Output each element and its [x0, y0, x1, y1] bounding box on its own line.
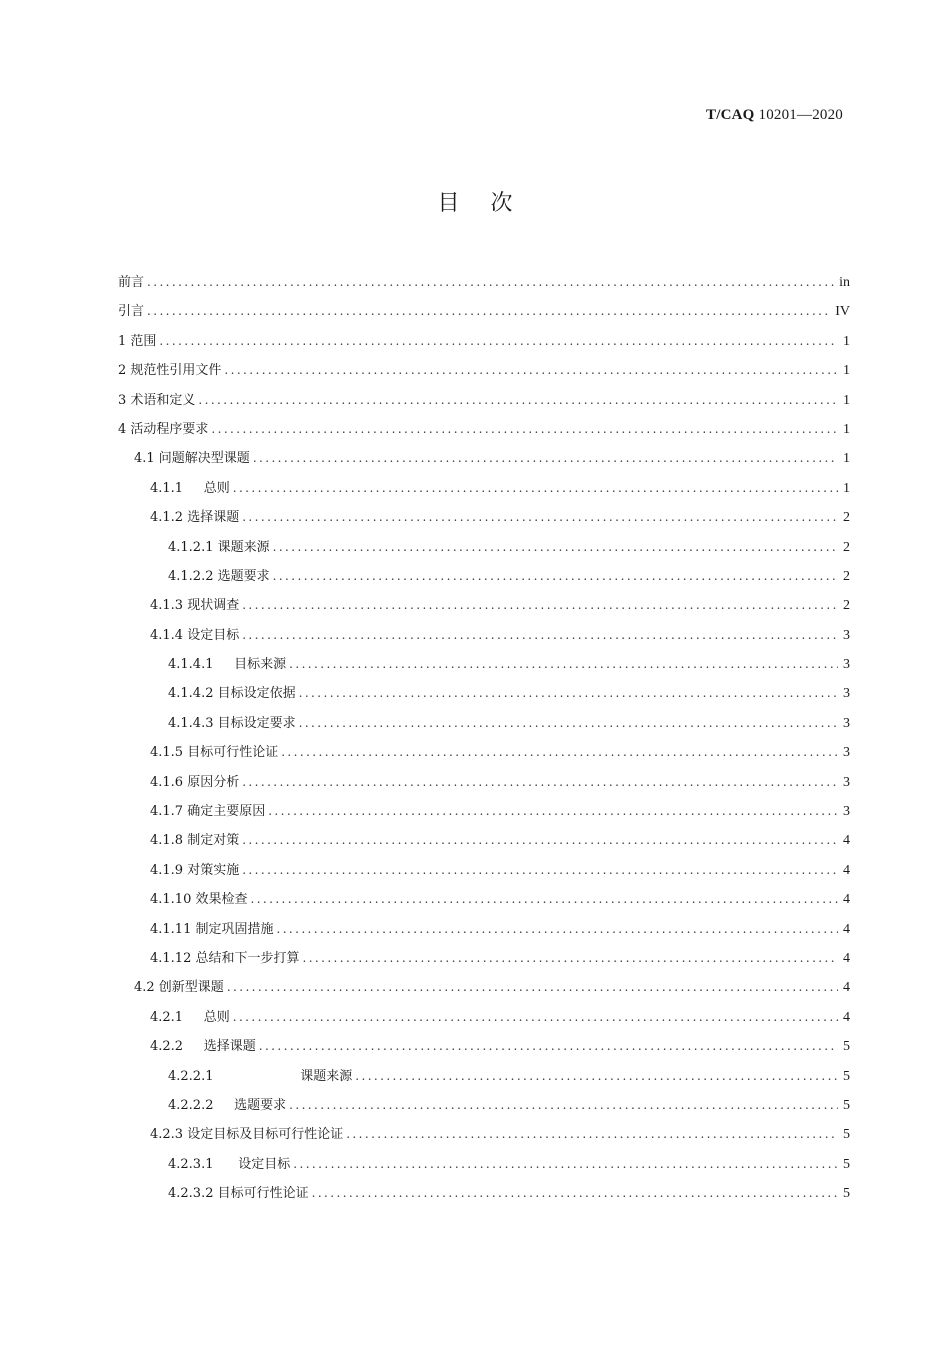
- toc-entry-label: 4.1.4.3 目标设定要求: [168, 715, 296, 731]
- toc-entry-page-number: 5: [843, 1156, 850, 1172]
- toc-entry[interactable]: [118, 918, 850, 947]
- toc-entry-page-number: 4: [843, 1009, 850, 1025]
- toc-entry[interactable]: [118, 447, 850, 476]
- toc-entry[interactable]: [118, 829, 850, 858]
- toc-entry-label: 4.1.12 总结和下一步打算: [150, 950, 300, 966]
- toc-entry-label: 4.1.4.1 目标来源: [168, 657, 287, 673]
- toc-entry-label: 4.2.3.2 目标可行性论证: [168, 1186, 309, 1202]
- toc-entry-page-number: 4: [843, 862, 850, 878]
- toc-entry-page-number: 3: [843, 657, 850, 673]
- toc-entry-label: 前言: [118, 275, 145, 290]
- toc-dot-leader: [276, 922, 838, 936]
- toc-entry-page-number: 1: [843, 363, 850, 379]
- toc-title: 目 次: [437, 191, 525, 216]
- toc-dot-leader: [355, 1069, 838, 1083]
- document-code-number: 10201—2020: [758, 107, 843, 123]
- toc-entry-page-number: 4: [843, 980, 850, 996]
- toc-dot-leader: [242, 510, 838, 524]
- toc-entry-label: 4.2 创新型课题: [134, 980, 224, 996]
- toc-entry-page-number: 5: [843, 1039, 850, 1055]
- document-code-prefix: T/CAQ: [706, 107, 755, 123]
- toc-entry-page-number: 1: [843, 480, 850, 496]
- toc-entry-page-number: in: [839, 275, 850, 290]
- toc-entry-label: 4.1.2.2 选题要求: [168, 568, 270, 584]
- toc-dot-leader: [159, 334, 838, 348]
- toc-entry-label: 4.2.3.1 设定目标: [168, 1156, 291, 1172]
- toc-entry[interactable]: [118, 300, 850, 329]
- toc-dot-leader: [242, 863, 838, 877]
- toc-entry-page-number: 3: [843, 715, 850, 731]
- toc-entry[interactable]: [118, 1065, 850, 1094]
- toc-entry[interactable]: [118, 947, 850, 976]
- toc-dot-leader: [259, 1039, 838, 1053]
- toc-dot-leader: [224, 363, 838, 377]
- toc-entry-page-number: 5: [843, 1068, 850, 1084]
- toc-entry[interactable]: [118, 1094, 850, 1123]
- toc-entry-label: 4.1.8 制定对策: [150, 833, 240, 849]
- toc-entry[interactable]: [118, 565, 850, 594]
- toc-entry-label: 4.1.5 目标可行性论证: [150, 745, 279, 761]
- toc-dot-leader: [233, 1010, 838, 1024]
- toc-entry-label: 4.2.2.1 课题来源: [168, 1068, 353, 1084]
- toc-dot-leader: [299, 716, 838, 730]
- toc-entry[interactable]: [118, 477, 850, 506]
- toc-entry[interactable]: [118, 712, 850, 741]
- toc-entry-label: 4.2.2 选择课题: [150, 1039, 256, 1055]
- toc-entry-label: 4.2.3 设定目标及目标可行性论证: [150, 1127, 344, 1143]
- toc-dot-leader: [302, 951, 838, 965]
- toc-dot-leader: [293, 1157, 838, 1171]
- toc-dot-leader: [242, 598, 838, 612]
- toc-entry-page-number: 5: [843, 1127, 850, 1143]
- toc-entry-label: 4.1.10 效果检查: [150, 892, 248, 908]
- toc-dot-leader: [253, 451, 838, 465]
- toc-entry-label: 4 活动程序要求: [118, 421, 209, 437]
- toc-entry-page-number: 1: [843, 333, 850, 349]
- toc-entry[interactable]: [118, 389, 850, 418]
- toc-entry-label: 引言: [118, 304, 145, 320]
- toc-dot-leader: [289, 1098, 838, 1112]
- toc-entry[interactable]: [118, 271, 850, 300]
- toc-entry[interactable]: [118, 330, 850, 359]
- toc-entry[interactable]: [118, 1006, 850, 1035]
- toc-entry-label: 4.1 问题解决型课题: [134, 451, 250, 467]
- toc-entry[interactable]: [118, 359, 850, 388]
- toc-entry[interactable]: [118, 624, 850, 653]
- toc-dot-leader: [242, 628, 838, 642]
- toc-entry-label: 4.1.11 制定巩固措施: [150, 921, 274, 937]
- toc-entry[interactable]: [118, 418, 850, 447]
- toc-entry-page-number: 2: [843, 598, 850, 614]
- toc-entry-label: 4.1.7 确定主要原因: [150, 804, 266, 820]
- toc-entry-label: 3 术语和定义: [118, 392, 196, 408]
- toc-entry-page-number: 3: [843, 774, 850, 790]
- toc-dot-leader: [242, 775, 838, 789]
- toc-entry[interactable]: [118, 976, 850, 1005]
- toc-entry-label: 4.1.2.1 课题来源: [168, 539, 270, 555]
- toc-entry-label: 4.1.1 总则: [150, 480, 230, 496]
- toc-entry-page-number: 3: [843, 686, 850, 702]
- toc-entry[interactable]: [118, 1153, 850, 1182]
- toc-dot-leader: [147, 275, 835, 289]
- toc-entry[interactable]: [118, 888, 850, 917]
- toc-dot-leader: [273, 540, 838, 554]
- toc-dot-leader: [211, 422, 838, 436]
- toc-dot-leader: [281, 745, 838, 759]
- toc-entry-label: 2 规范性引用文件: [118, 363, 222, 379]
- toc-entry[interactable]: [118, 536, 850, 565]
- toc-entry-page-number: 1: [843, 392, 850, 408]
- toc-entry[interactable]: [118, 800, 850, 829]
- toc-entry-label: 4.2.2.2 选题要求: [168, 1097, 287, 1113]
- toc-entry[interactable]: [118, 1123, 850, 1152]
- toc-dot-leader: [198, 393, 838, 407]
- toc-dot-leader: [250, 892, 838, 906]
- toc-dot-leader: [346, 1127, 838, 1141]
- toc-entry-label: 1 范围: [118, 333, 157, 349]
- toc-entry-page-number: 3: [843, 627, 850, 643]
- toc-dot-leader: [289, 657, 838, 671]
- toc-dot-leader: [242, 833, 838, 847]
- toc-entry-page-number: 4: [843, 833, 850, 849]
- toc-entry-label: 4.1.9 对策实施: [150, 862, 240, 878]
- toc-entry[interactable]: [118, 859, 850, 888]
- toc-entry-page-number: 2: [843, 510, 850, 526]
- toc-entry-page-number: 1: [843, 421, 850, 437]
- toc-dot-leader: [147, 304, 831, 318]
- toc-entry-page-number: 5: [843, 1186, 850, 1202]
- toc-entry-label: 4.1.2 选择课题: [150, 510, 240, 526]
- toc-entry-page-number: 4: [843, 892, 850, 908]
- toc-dot-leader: [227, 980, 838, 994]
- toc-entry[interactable]: [118, 653, 850, 682]
- toc-entry[interactable]: [118, 506, 850, 535]
- toc-entry-label: 4.2.1 总则: [150, 1009, 230, 1025]
- table-of-contents: [118, 271, 850, 1212]
- toc-entry[interactable]: [118, 741, 850, 770]
- toc-entry-page-number: 3: [843, 804, 850, 820]
- toc-entry[interactable]: [118, 1182, 850, 1211]
- document-code: [706, 107, 843, 124]
- toc-entry-page-number: 4: [843, 950, 850, 966]
- toc-entry[interactable]: [118, 594, 850, 623]
- toc-entry-page-number: 1: [843, 451, 850, 467]
- toc-dot-leader: [268, 804, 838, 818]
- toc-entry-page-number: 5: [843, 1097, 850, 1113]
- toc-dot-leader: [233, 481, 838, 495]
- toc-entry-page-number: 4: [843, 921, 850, 937]
- toc-entry-page-number: 2: [843, 539, 850, 555]
- toc-dot-leader: [312, 1186, 838, 1200]
- toc-entry-page-number: IV: [835, 304, 850, 320]
- toc-entry[interactable]: [118, 1035, 850, 1064]
- toc-entry-label: 4.1.3 现状调查: [150, 598, 240, 614]
- toc-dot-leader: [299, 686, 838, 700]
- toc-entry-page-number: 3: [843, 745, 850, 761]
- toc-dot-leader: [273, 569, 838, 583]
- toc-entry[interactable]: [118, 771, 850, 800]
- toc-entry-label: 4.1.4.2 目标设定依据: [168, 686, 296, 702]
- toc-entry-label: 4.1.4 设定目标: [150, 627, 240, 643]
- toc-entry[interactable]: [118, 682, 850, 711]
- toc-entry-page-number: 2: [843, 568, 850, 584]
- toc-entry-label: 4.1.6 原因分析: [150, 774, 240, 790]
